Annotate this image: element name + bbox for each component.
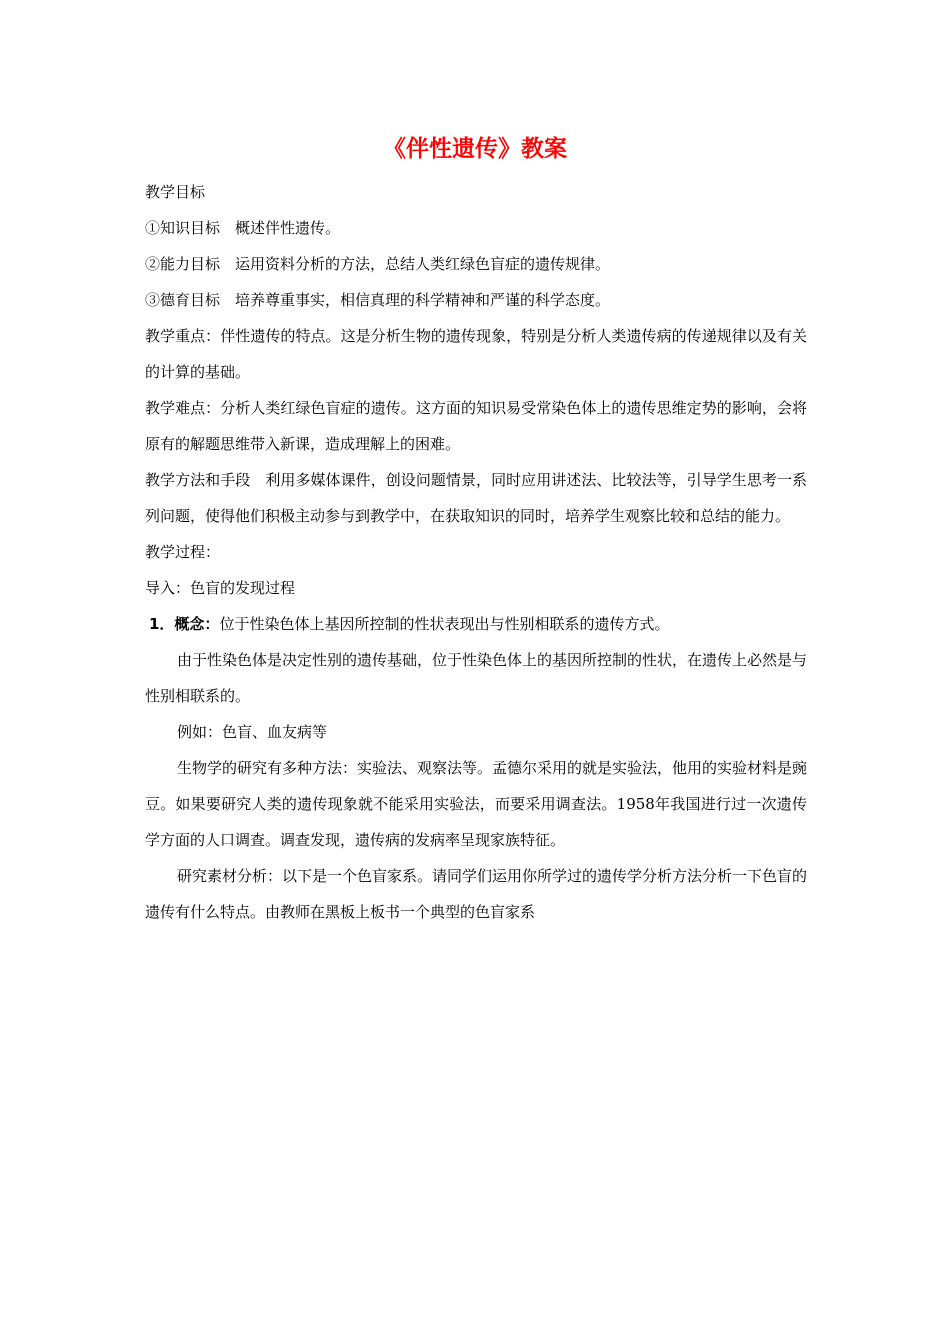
document-title: 《伴性遗传》教案 [383,136,567,162]
process-heading: 教学过程： [145,543,221,561]
methods-paragraph: 教学方法和手段 利用多媒体课件，创设问题情景，同时应用讲述法、比较法等，引导学生思考一系列问题，使得他们积极主动参与到教学中，在获取知识的同时，培养学生观察比较和总结的能力。 [145,471,807,525]
material-analysis-paragraph: 研究素材分析：以下是一个色盲家系。请同学们运用你所学过的遗传学分析方法分析一下色盲的遗传有什么特点。由教师在黑板上板书一个典型的色盲家系 [145,867,808,921]
objective-moral: ③德育目标 培养尊重事实，相信真理的科学精神和严谨的科学态度。 [145,291,611,309]
sex-chromosome-paragraph: 由于性染色体是决定性别的遗传基础，位于性染色体上的基因所控制的性状，在遗传上必然是与性别相联系的。 [145,651,808,705]
research-methods-paragraph: 生物学的研究有多种方法：实验法、观察法等。孟德尔采用的就是实验法，他用的实验材料是豌豆。如果要研究人类的遗传现象就不能采用实验法，而要采用调查法。1958年我国进行过一次遗传学方面的人口调查。调查发现，遗传病的发病率呈现家族特征。 [145,759,808,849]
concept-text: 位于性染色体上基因所控制的性状表现出与性别相联系的遗传方式。 [219,615,670,633]
intro-line: 导入：色盲的发现过程 [145,579,296,597]
difficulty-paragraph: 教学难点：分析人类红绿色盲症的遗传。这方面的知识易受常染色体上的遗传思维定势的影响，会将原有的解题思维带入新课，造成理解上的困难。 [145,399,807,453]
objective-knowledge: ①知识目标 概述伴性遗传。 [145,219,341,237]
objectives-heading: 教学目标 [145,183,206,201]
key-point-paragraph: 教学重点：伴性遗传的特点。这是分析生物的遗传现象，特别是分析人类遗传病的传递规律以及有关的计算的基础。 [145,327,807,381]
objective-ability: ②能力目标 运用资料分析的方法，总结人类红绿色盲症的遗传规律。 [145,255,611,273]
document-body [145,174,807,930]
examples-line: 例如：色盲、血友病等 [177,723,328,741]
concept-label: 1．概念： [149,615,220,633]
concept-paragraph [145,606,807,642]
